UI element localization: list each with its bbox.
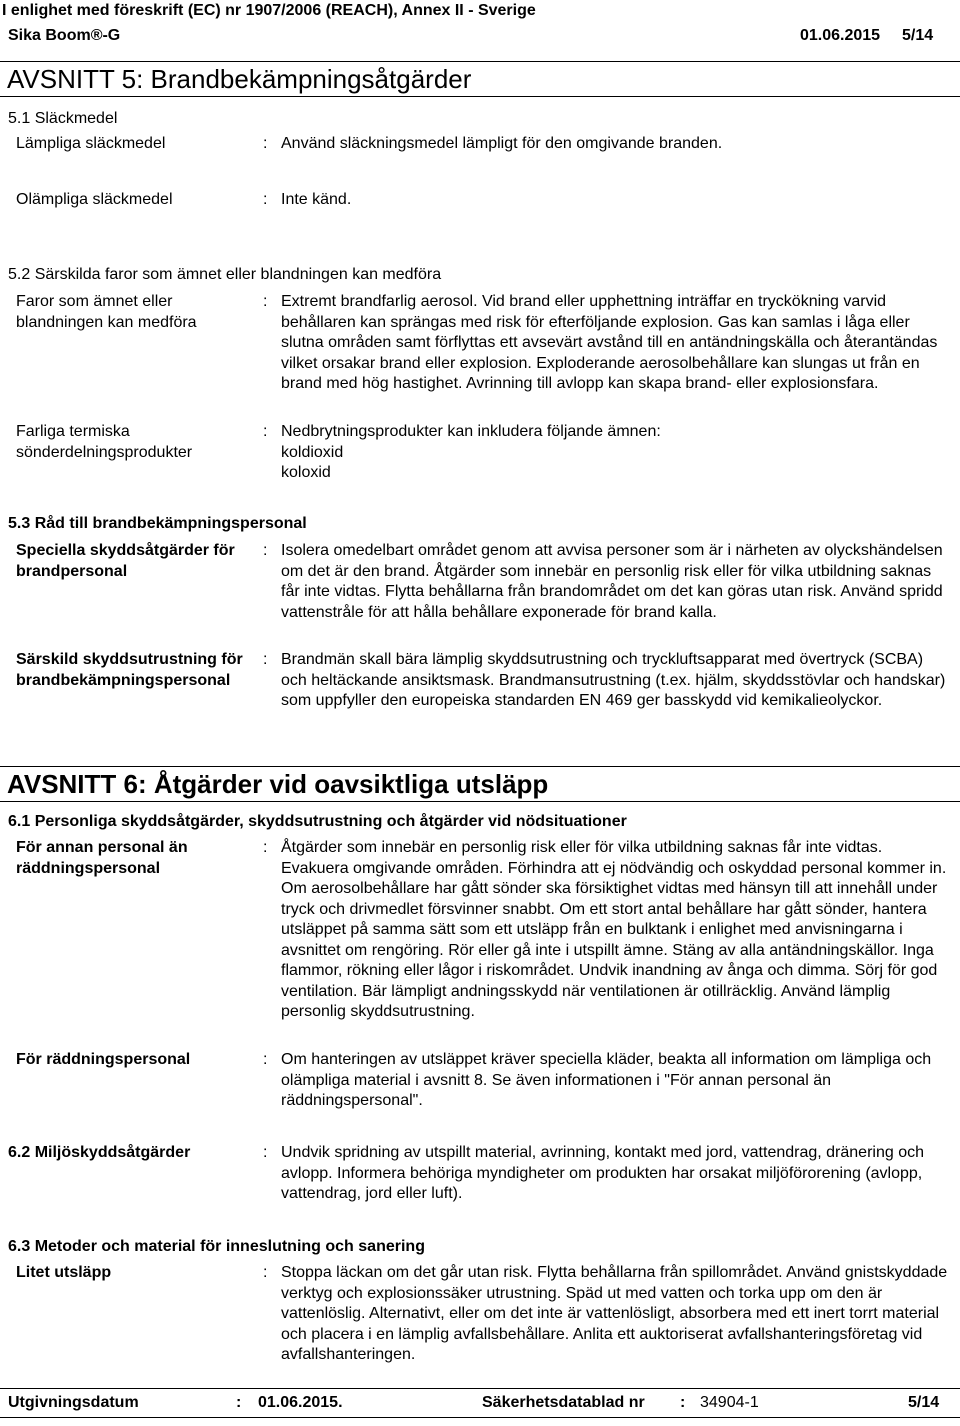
colon: :	[263, 1051, 268, 1068]
special-measures-value: Isolera omedelbart området genom att avvisa personer som är i närheten av olyckshändelsen om det är den brand. Åtgärder som innebär en personlig risk eller för vilka utbildning saknas får inte vidtas. Flytta behållarna från brandområdet om det kan göras utan risk. Använd spridd vattenstråle för att hålla behållare exponerade för brand kalla.	[281, 542, 943, 621]
sds-number-label: Säkerhetsdatablad nr	[482, 1394, 645, 1411]
subsection-5-2-title: 5.2 Särskilda faror som ämnet eller blandningen kan medföra	[8, 266, 442, 283]
issue-date-label: Utgivningsdatum	[8, 1394, 139, 1411]
subsection-5-3-title: 5.3 Råd till brandbekämpningspersonal	[8, 515, 307, 532]
environmental-precautions-value: Undvik spridning av utspillt material, avrinning, kontakt med jord, vattendrag, dränering och avlopp. Informera behöriga myndigheter om produkten har orsakat miljöförorening (avlopp, vattendrag, jord eller luft).	[281, 1144, 924, 1202]
unsuitable-media-value: Inte känd.	[281, 191, 352, 208]
unsuitable-media-label: Olämpliga släckmedel	[16, 191, 173, 208]
colon: :	[263, 135, 268, 152]
protective-equipment-value: Brandmän skall bära lämplig skyddsutrustning och tryckluftsapparat med övertryck (SCBA) och heltäckande ansiktsmask. Brandmansutrustning (t.ex. hjälm, skyddsstövlar och handskar) som uppfyller den europeiska standarden EN 469 ger basskydd vid kemikalieolyckor.	[281, 651, 946, 709]
thermal-product-item: koldioxid	[281, 443, 344, 461]
emergency-responders-label: För räddningspersonal	[16, 1051, 191, 1068]
subsection-6-3-title: 6.3 Metoder och material för inneslutning och sanering	[8, 1238, 425, 1255]
colon: :	[263, 651, 268, 668]
colon: :	[680, 1394, 686, 1411]
suitable-media-label: Lämpliga släckmedel	[16, 135, 166, 152]
subsection-5-1-title: 5.1 Släckmedel	[8, 110, 118, 127]
colon: :	[263, 1144, 268, 1161]
issue-date-value: 01.06.2015.	[258, 1394, 343, 1411]
subsection-6-1-title: 6.1 Personliga skyddsåtgärder, skyddsutrustning och åtgärder vid nödsituationer	[8, 813, 627, 830]
non-emergency-label: För annan personal än räddningspersonal	[16, 839, 188, 877]
header-date: 01.06.2015	[800, 27, 881, 44]
small-spill-value: Stoppa läckan om det går utan risk. Flytta behållarna från spillområdet. Använd gnistskyddade verktyg och explosionssäker utrustning. Späd ut med vatten och torka upp om den är vattenlöslig. Alternativt, eller om det inte är vattenlösligt, absorbera med ett inert torrt material och placera i en lämplig avfallsbehållare. Anlita ett auktoriserat avfallshanteringsföretag vid avfallshanteringen.	[281, 1264, 948, 1363]
thermal-products-label: Farliga termiska sönderdelningsprodukter	[16, 423, 193, 461]
colon: :	[236, 1394, 242, 1411]
special-measures-label: Speciella skyddsåtgärder för brandpersonal	[16, 542, 235, 580]
sds-number-value: 34904-1	[700, 1394, 759, 1411]
page-footer	[0, 1388, 960, 1418]
colon: :	[263, 542, 268, 559]
thermal-products-intro: Nedbrytningsprodukter kan inkludera följande ämnen:	[281, 423, 661, 440]
colon: :	[263, 293, 268, 310]
small-spill-label: Litet utsläpp	[16, 1264, 112, 1281]
header-page-number: 5/14	[902, 27, 934, 44]
emergency-responders-value: Om hanteringen av utsläppet kräver speciella kläder, beakta all information om lämpliga och olämpliga material i avsnitt 8. Se även informationen i "För annan personal än räddningspersonal".	[281, 1051, 932, 1109]
footer-page-number: 5/14	[908, 1394, 940, 1411]
product-header	[0, 24, 960, 48]
environmental-precautions-label: 6.2 Miljöskyddsåtgärder	[8, 1144, 191, 1161]
thermal-products-value	[281, 422, 953, 484]
colon: :	[263, 839, 268, 856]
hazards-value: Extremt brandfarlig aerosol. Vid brand eller upphettning inträffar en tryckökning varvid behållaren kan sprängas med risk för efterföljande explosion. Gas kan samlas i låga eller slutna områden samt förflyttas ett avsevärt avstånd till en antändningskälla och återantändas vilket orsakar brand eller explosion. Exploderande aerosolbehållare kan slungas ut från en brand med hög hastighet. Avrinning till avlopp kan skapa brand- eller explosionsfara.	[281, 293, 938, 392]
colon: :	[263, 1264, 268, 1281]
protective-equipment-label: Särskild skyddsutrustning för brandbekämpningspersonal	[16, 651, 243, 689]
suitable-media-value: Använd släckningsmedel lämpligt för den omgivande branden.	[281, 135, 723, 152]
section-5-title: AVSNITT 5: Brandbekämpningsåtgärder	[0, 61, 960, 97]
non-emergency-value: Åtgärder som innebär en personlig risk eller för vilka utbildning saknas får inte vidtas. Evakuera omgivande områden. Förhindra att ej nödvändig och oskyddad personal kommer in. Om aerosolbehållare har gått sönder ska försiktighet vidtas med hänsyn till att innehåll under tryck och drivmedlet försvinner snabbt. Om ett stort antal behållare har gått sönder, hantera utsläppet på samma sätt som ett utsläpp från en bulktank i enlighet med anvisningarna i avsnittet om rengöring. Rör eller gå inte i utspillt ämne. Stäng av alla antändningskällor. Inga flammor, rökning eller lågor i riskområdet. Undvik inandning av ånga och dimma. Sörj för god ventilation. Bär lämpligt andningsskydd när ventilationen är otillräcklig. Använd lämplig personlig skyddsutrustning.	[281, 839, 947, 1020]
regulation-header: I enlighet med föreskrift (EC) nr 1907/2006 (REACH), Annex II - Sverige	[2, 2, 536, 19]
hazards-label: Faror som ämnet eller blandningen kan medföra	[16, 293, 197, 331]
colon: :	[263, 423, 268, 440]
product-name: Sika Boom®-G	[8, 27, 121, 44]
colon: :	[263, 191, 268, 208]
thermal-product-item: koloxid	[281, 464, 331, 481]
section-6-title: AVSNITT 6: Åtgärder vid oavsiktliga utsläpp	[0, 766, 960, 802]
